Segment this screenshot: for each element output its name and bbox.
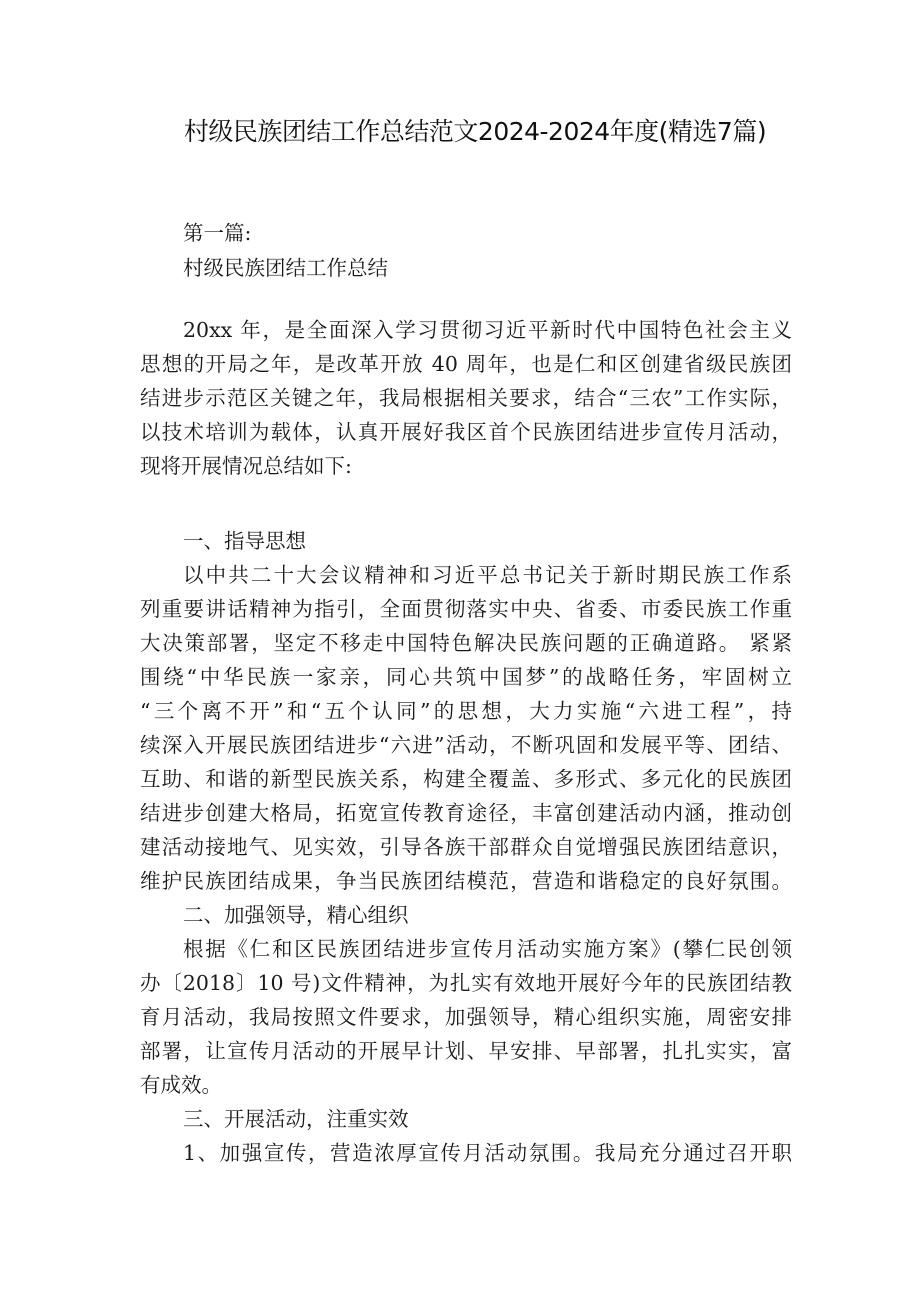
paragraph-line: 1、加强宣传，营造浓厚宣传月活动氛围。我局充分通过召开职: [183, 1141, 792, 1165]
paragraph-line: 以技术培训为载体，认真开展好我区首个民族团结进步宣传月活动，: [140, 420, 792, 444]
paragraph-line: 以中共二十大会议精神和习近平总书记关于新时期民族工作系: [183, 563, 792, 587]
chapter-title: 村级民族团结工作总结: [183, 256, 388, 280]
paragraph-line: 根据《仁和区民族团结进步宣传月活动实施方案》(攀仁民创领: [183, 937, 792, 961]
section-heading: 三、开展活动，注重实效: [183, 1107, 409, 1131]
paragraph-line: 部署，让宣传月活动的开展早计划、早安排、早部署，扎扎实实，富: [140, 1039, 792, 1063]
paragraph-line: 结进步示范区关键之年，我局根据相关要求，结合“三农”工作实际，: [140, 386, 792, 410]
section-heading: 二、加强领导，精心组织: [183, 903, 409, 927]
paragraph-line: 育月活动，我局按照文件要求，加强领导，精心组织实施，周密安排: [140, 1005, 792, 1029]
paragraph-line: 续深入开展民族团结进步“六进”活动，不断巩固和发展平等、团结、: [140, 733, 792, 757]
paragraph-line: 有成效。: [140, 1073, 222, 1097]
paragraph-line: 列重要讲话精神为指引，全面贯彻落实中央、省委、市委民族工作重: [140, 597, 792, 621]
document-title: 村级民族团结工作总结范文2024-2024年度(精选7篇): [183, 117, 767, 146]
paragraph-line: 20xx 年，是全面深入学习贯彻习近平新时代中国特色社会主义: [183, 318, 792, 342]
paragraph-line: 结进步创建大格局，拓宽宣传教育途径，丰富创建活动内涵，推动创: [140, 801, 792, 825]
paragraph-line: 大决策部署，坚定不移走中国特色解决民族问题的正确道路。 紧紧: [140, 631, 792, 655]
paragraph-line: “三个离不开”和“五个认同”的思想，大力实施“六进工程”，持: [140, 699, 792, 723]
paragraph-line: 互助、和谐的新型民族关系，构建全覆盖、多形式、多元化的民族团: [140, 767, 792, 791]
paragraph-line: 办〔2018〕10 号)文件精神，为扎实有效地开展好今年的民族团结教: [140, 971, 792, 995]
paragraph-line: 围绕“中华民族一家亲，同心共筑中国梦”的战略任务，牢固树立: [140, 665, 792, 689]
paragraph-line: 建活动接地气、见实效，引导各族干部群众自觉增强民族团结意识，: [140, 835, 792, 859]
chapter-label: 第一篇:: [183, 221, 252, 245]
paragraph-line: 现将开展情况总结如下:: [140, 454, 352, 478]
paragraph-line: 维护民族团结成果，争当民族团结模范，营造和谐稳定的良好氛围。: [140, 869, 792, 893]
paragraph-line: 思想的开局之年，是改革开放 40 周年，也是仁和区创建省级民族团: [140, 352, 792, 376]
section-heading: 一、指导思想: [183, 529, 306, 553]
